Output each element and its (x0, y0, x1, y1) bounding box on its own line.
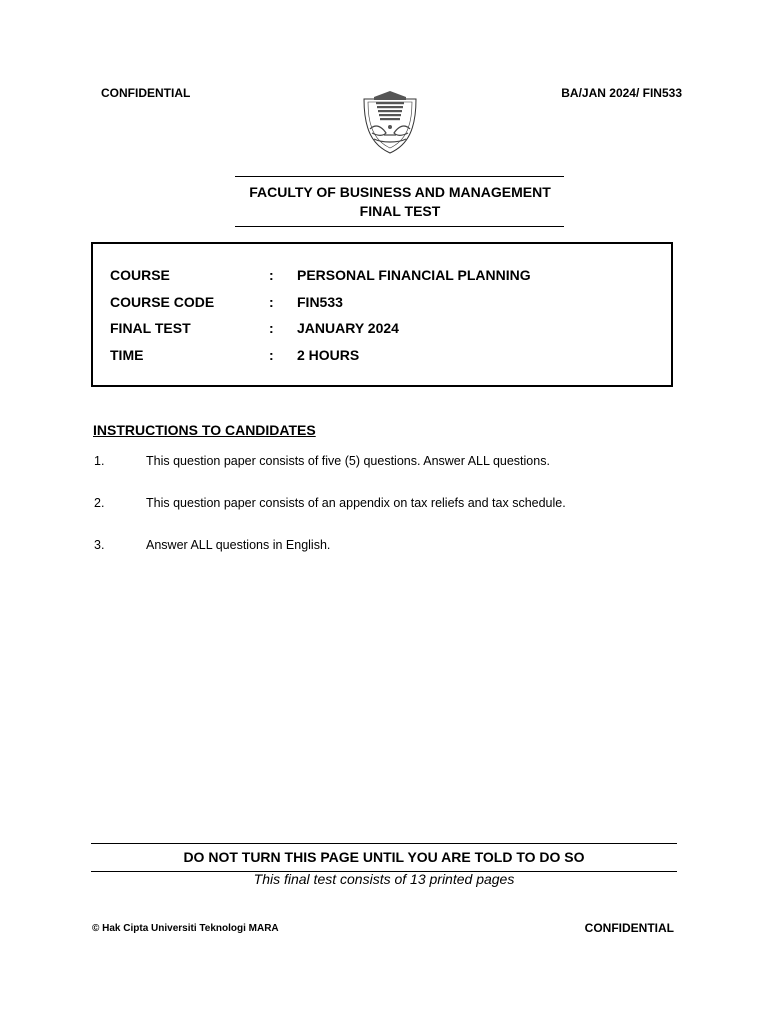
instruction-number: 3. (94, 538, 105, 552)
university-crest-icon (358, 89, 422, 155)
separator-colon: : (269, 347, 274, 363)
confidential-header-label: CONFIDENTIAL (101, 86, 191, 100)
course-code-label: COURSE CODE (110, 294, 215, 310)
do-not-turn-notice: DO NOT TURN THIS PAGE UNTIL YOU ARE TOLD TO DO SO (183, 849, 585, 865)
title-bottom-rule (235, 226, 564, 227)
instructions-heading: INSTRUCTIONS TO CANDIDATES (93, 422, 316, 438)
course-label: COURSE (110, 267, 170, 283)
printed-pages-note: This final test consists of 13 printed pages (253, 871, 515, 887)
separator-colon: : (269, 320, 274, 336)
notice-top-rule (91, 843, 677, 844)
title-block (200, 183, 600, 221)
instruction-text: Answer ALL questions in English. (146, 538, 331, 552)
confidential-footer-label: CONFIDENTIAL (584, 921, 674, 935)
faculty-title: FACULTY OF BUSINESS AND MANAGEMENT (249, 184, 551, 200)
instruction-number: 2. (94, 496, 105, 510)
time-label: TIME (110, 347, 144, 363)
copyright-label: © Hak Cipta Universiti Teknologi MARA (92, 923, 279, 934)
title-top-rule (235, 176, 564, 177)
course-value: PERSONAL FINANCIAL PLANNING (297, 267, 531, 283)
final-test-label: FINAL TEST (110, 320, 191, 336)
course-info-box (91, 242, 673, 387)
course-code-value: FIN533 (297, 294, 343, 310)
test-title: FINAL TEST (359, 203, 441, 219)
instruction-text: This question paper consists of five (5) questions. Answer ALL questions. (146, 454, 550, 468)
separator-colon: : (269, 294, 274, 310)
final-test-value: JANUARY 2024 (297, 320, 399, 336)
separator-colon: : (269, 267, 274, 283)
time-value: 2 HOURS (297, 347, 360, 363)
instruction-number: 1. (94, 454, 105, 468)
paper-code-label: BA/JAN 2024/ FIN533 (561, 86, 682, 100)
instruction-text: This question paper consists of an appendix on tax reliefs and tax schedule. (146, 496, 566, 510)
